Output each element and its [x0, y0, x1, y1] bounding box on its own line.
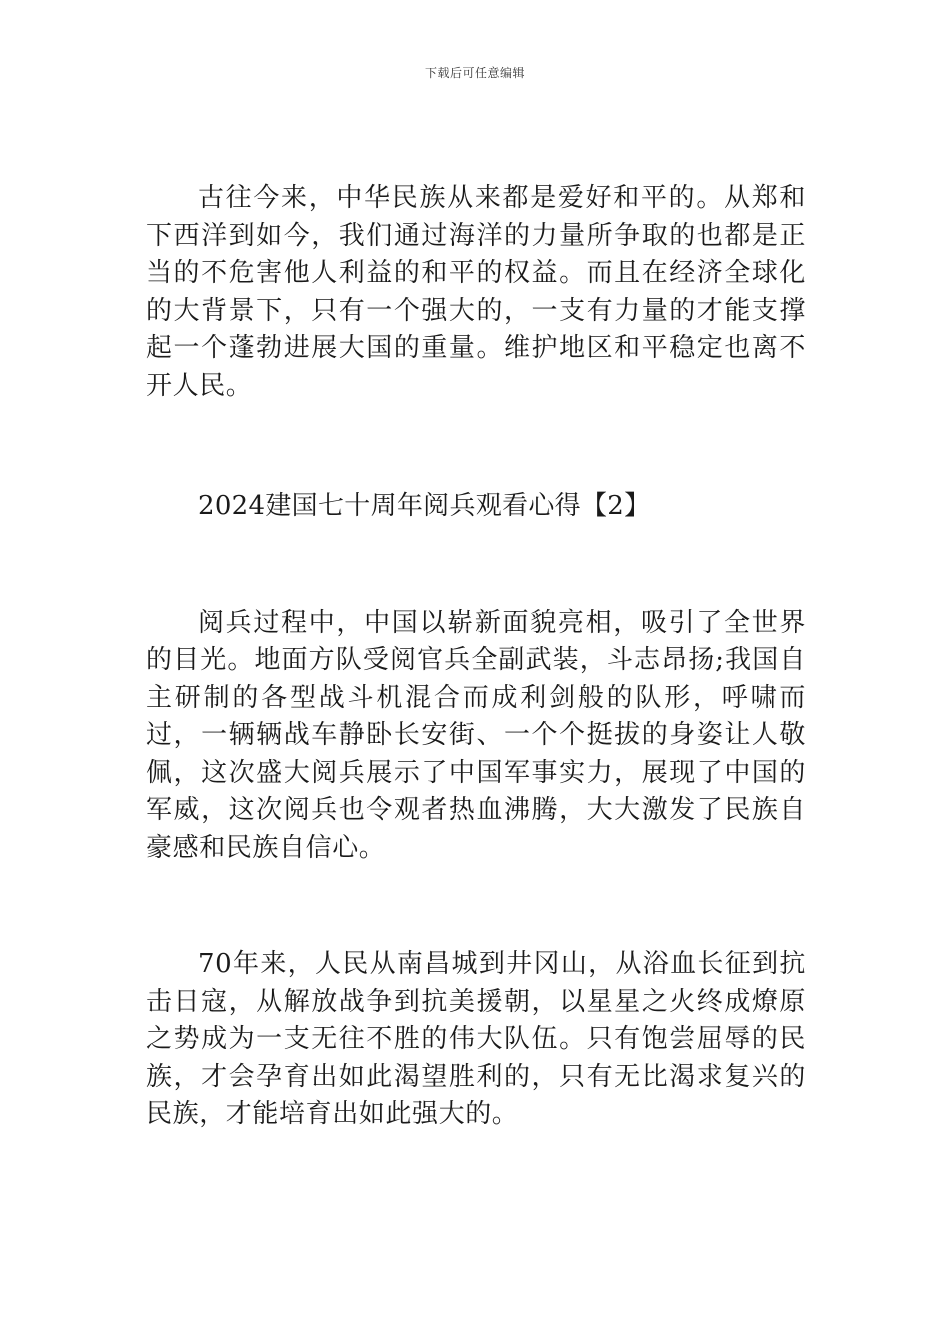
paragraph-parade: 阅兵过程中，中国以崭新面貌亮相，吸引了全世界的目光。地面方队受阅官兵全副武装，斗志昂扬;我国自主研制的各型战斗机混合而成利剑般的队形，呼啸而过，一辆辆战车静卧长安街、一个个挺拔的身姿让人敬佩，这次盛大阅兵展示了中国军事实力，展现了中国的军威，这次阅兵也令观者热血沸腾，大大激发了民族自豪感和民族自信心。 — [146, 607, 806, 863]
header-note: 下载后可任意编辑 — [424, 66, 525, 80]
paragraph-peace: 古往今来，中华民族从来都是爱好和平的。从郑和下西洋到如今，我们通过海洋的力量所争取的也都是正当的不危害他人利益的和平的权益。而且在经济全球化的大背景下，只有一个强大的，一支有力量的才能支撑起一个蓬勃进展大国的重量。维护地区和平稳定也离不开人民。 — [146, 183, 806, 401]
paragraph-history: 70年来，人民从南昌城到井冈山，从浴血长征到抗击日寇，从解放战争到抗美援朝，以星星之火终成燎原之势成为一支无往不胜的伟大队伍。只有饱尝屈辱的民族，才会孕育出如此渴望胜利的，只有无比渴求复兴的民族，才能培育出如此强大的。 — [146, 949, 806, 1129]
document-body — [146, 180, 806, 1134]
section-heading: 2024建国七十周年阅兵观看心得【2】 — [198, 491, 651, 521]
